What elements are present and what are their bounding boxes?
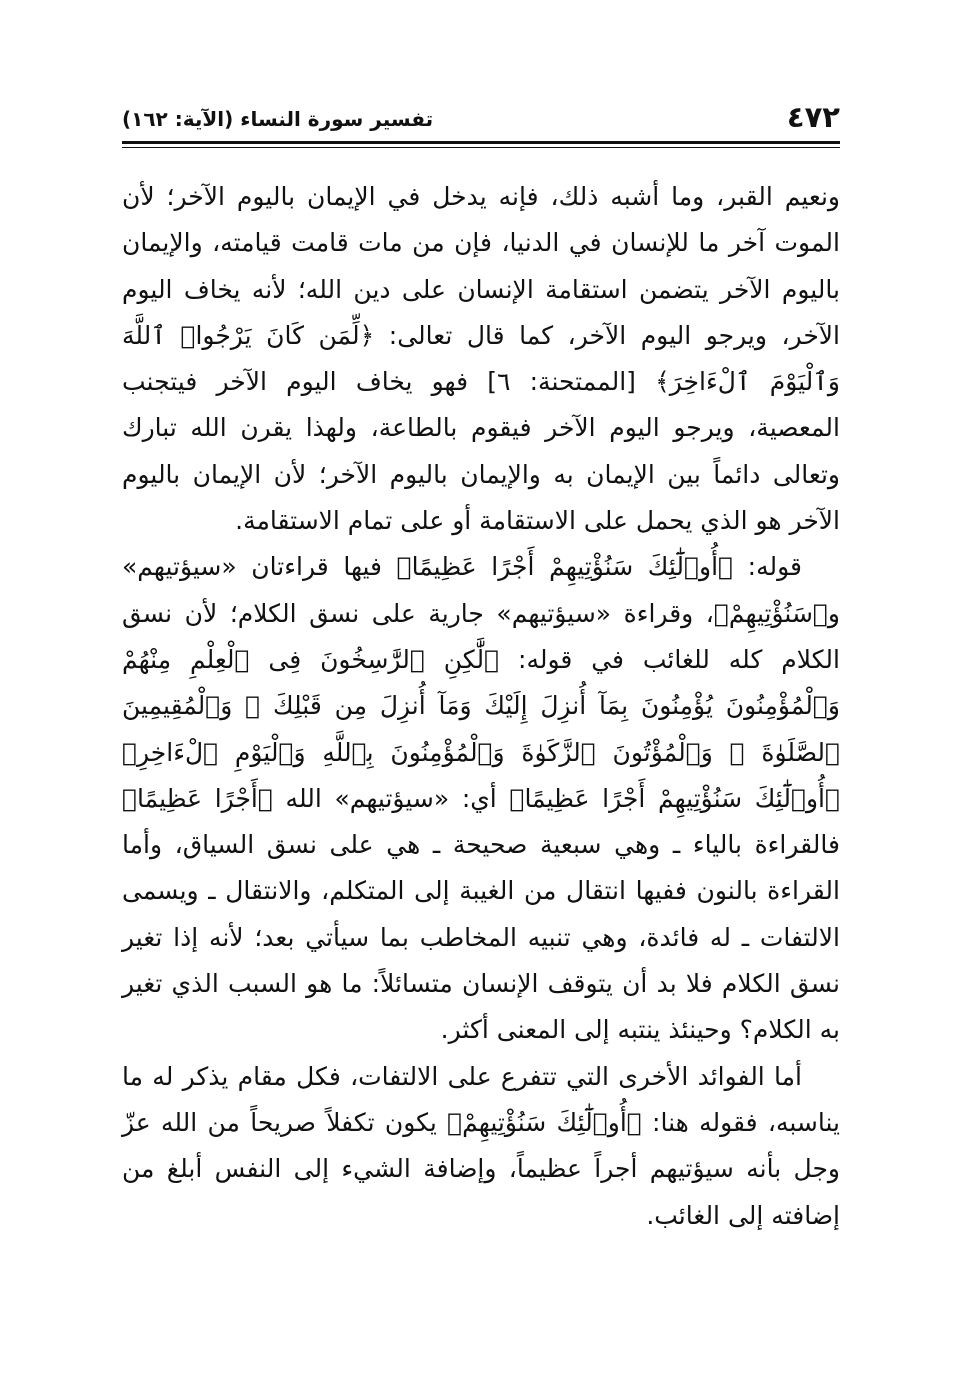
page-number: ٤٧٢ <box>786 100 840 134</box>
paragraph-2: قوله: ﴿أُو۟لَٰٓئِكَ سَنُؤْتِيهِمْ أَجْرًا عَظِيمًا﴾ فيها قراءتان «سيؤتيهم» و﴿سَنُؤْتِيهِمْ﴾، وقراءة «سيؤتيهم» جارية على نسق الكلام؛ لأن نسق الكلام كله للغائب في قوله: ﴿لَّٰكِنِ ٱلرَّٰسِخُونَ فِى ٱلْعِلْمِ مِنْهُمْ وَٱلْمُؤْمِنُونَ يُؤْمِنُونَ بِمَآ أُنزِلَ إِلَيْكَ وَمَآ أُنزِلَ مِن قَبْلِكَ ۚ وَٱلْمُقِيمِينَ ٱلصَّلَوٰةَ ۚ وَٱلْمُؤْتُونَ ٱلزَّكَوٰةَ وَٱلْمُؤْمِنُونَ بِٱللَّهِ وَٱلْيَوْمِ ٱلْءَاخِرِ﴾ ﴿أُو۟لَٰٓئِكَ سَنُؤْتِيهِمْ أَجْرًا عَظِيمًا﴾ أي: «سيؤتيهم» الله ﴿أَجْرًا عَظِيمًا﴾ فالقراءة بالياء ـ وهي سبعية صحيحة ـ هي على نسق السياق، وأما القراءة بالنون ففيها انتقال من الغيبة إلى المتكلم، والانتقال ـ ويسمى الالتفات ـ له فائدة، وهي تنبيه المخاطب بما سيأتي بعد؛ لأنه إذا تغير نسق الكلام فلا بد أن يتوقف الإنسان متسائلاً: ما هو السبب الذي تغير به الكلام؟ وحينئذ ينتبه إلى المعنى أكثر. <box>122 552 840 1045</box>
paragraph-3: أما الفوائد الأخرى التي تتفرع على الالتفات، فكل مقام يذكر له ما يناسبه، فقوله هنا: ﴿أُو۟لَٰٓئِكَ سَنُؤْتِيهِمْ﴾ يكون تكفلاً صريحاً من الله عزّ وجل بأنه سيؤتيهم أجراً عظيماً، وإضافة الشيء إلى النفس أبلغ من إضافته إلى الغائب. <box>122 1061 840 1230</box>
body-text <box>122 174 840 1239</box>
header-rule-thin <box>122 147 840 148</box>
running-title: تفسير سورة النساء (الآية: ١٦٢) <box>122 107 434 131</box>
paragraph-1: ونعيم القبر، وما أشبه ذلك، فإنه يدخل في الإيمان باليوم الآخر؛ لأن الموت آخر ما للإنسان في الدنيا، فإن من مات قامت قيامته، والإيمان باليوم الآخر يتضمن استقامة الإنسان على دين الله؛ لأنه يخاف اليوم الآخر، ويرجو اليوم الآخر، كما قال تعالى: ﴿لِّمَن كَانَ يَرْجُوا۟ ٱللَّهَ وَٱلْيَوْمَ ٱلْءَاخِرَ﴾ [الممتحنة: ٦] فهو يخاف اليوم الآخر فيتجنب المعصية، ويرجو اليوم الآخر فيقوم بالطاعة، ولهذا يقرن الله تبارك وتعالى دائماً بين الإيمان به والإيمان باليوم الآخر؛ لأن الإيمان باليوم الآخر هو الذي يحمل على الاستقامة أو على تمام الاستقامة. <box>122 182 840 536</box>
page-header <box>122 96 840 138</box>
header-rule-thick <box>122 141 840 144</box>
